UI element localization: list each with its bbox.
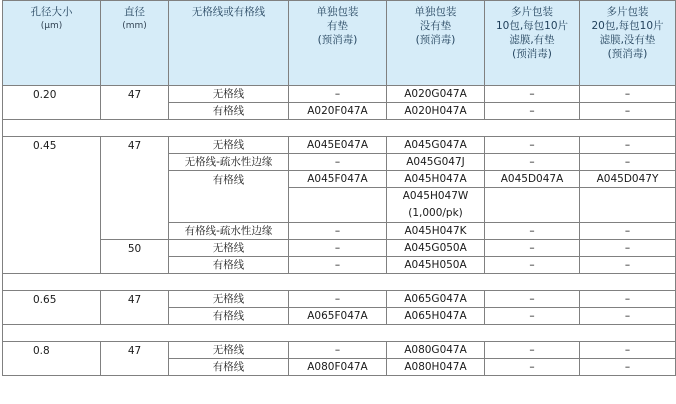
single-nopad-cell: A065H047A [387,308,485,325]
multi-pad-cell: – [485,257,580,274]
multi-nopad-cell: – [580,291,676,308]
diameter-cell: 47 [101,342,169,376]
multi-nopad-cell: A045D047Y [580,171,676,188]
header-line: 单独包装 [316,6,359,18]
single-pad-cell: A045F047A [289,171,387,188]
header-multi-nopad [580,1,676,86]
table-row [3,240,676,257]
single-pad-cell: A020F047A [289,103,387,120]
header-grid [169,1,289,86]
header-single-nopad [387,1,485,86]
single-nopad-cell: A045H047K [387,223,485,240]
grid-cell: 有格线-疏水性边缘 [169,223,289,240]
table-row [3,86,676,103]
single-pad-cell: A045E047A [289,137,387,154]
header-line: 滤膜,有垫 [509,34,555,46]
pack-size-note: (1,000/pk) [408,207,463,219]
grid-cell: 有格线 [169,171,289,223]
table-row [3,342,676,359]
single-nopad-cell: A045G047A [387,137,485,154]
multi-nopad-cell: – [580,240,676,257]
header-line: 多片包装 [606,6,649,18]
multi-nopad-cell: – [580,223,676,240]
multi-nopad-cell: – [580,86,676,103]
multi-nopad-cell: – [580,308,676,325]
multi-pad-cell: – [485,359,580,376]
grid-cell: 无格线 [169,291,289,308]
grid-cell: 无格线 [169,137,289,154]
pore-size-cell: 0.20 [3,86,101,120]
spacer-row [3,325,676,342]
grid-cell: 无格线 [169,86,289,103]
filter-product-table [2,0,676,376]
multi-pad-cell: – [485,103,580,120]
single-pad-cell: – [289,154,387,171]
header-diameter-label: 直径 [124,6,145,18]
pore-size-cell: 0.45 [3,137,101,274]
multi-pad-cell: – [485,240,580,257]
header-line: (预消毒) [512,48,552,60]
multi-nopad-cell: – [580,342,676,359]
multi-pad-cell: – [485,137,580,154]
header-line: (预消毒) [607,48,648,60]
multi-nopad-cell: – [580,103,676,120]
header-diameter [101,1,169,86]
single-pad-cell: A065F047A [289,308,387,325]
multi-pad-cell: – [485,86,580,103]
single-nopad-cell: A020H047A [387,103,485,120]
header-row [3,1,676,86]
multi-pad-cell: – [485,154,580,171]
multi-pad-cell: A045D047A [485,171,580,188]
single-pad-cell: – [289,291,387,308]
single-nopad-cell [387,188,485,223]
spacer-row [3,274,676,291]
single-pad-cell [289,188,387,223]
grid-cell: 无格线 [169,342,289,359]
product-code: A045H047W [402,190,469,202]
multi-pad-cell: – [485,342,580,359]
spacer-cell [3,120,676,137]
header-single-pad [289,1,387,86]
grid-cell: 有格线 [169,257,289,274]
single-nopad-cell: A045H050A [387,257,485,274]
single-pad-cell: A080F047A [289,359,387,376]
diameter-cell: 50 [101,240,169,274]
single-nopad-cell: A045G050A [387,240,485,257]
spacer-cell [3,325,676,342]
multi-nopad-cell [580,188,676,223]
multi-nopad-cell: – [580,137,676,154]
header-line: 滤膜,没有垫 [599,34,656,46]
diameter-cell: 47 [101,137,169,240]
spacer-cell [3,274,676,291]
header-pore-unit: (µm) [40,21,63,31]
multi-nopad-cell: – [580,359,676,376]
table-row [3,291,676,308]
header-pore-size [3,1,101,86]
header-multi-pad [485,1,580,86]
single-pad-cell: – [289,257,387,274]
grid-cell: 有格线 [169,308,289,325]
grid-cell: 有格线 [169,359,289,376]
multi-nopad-cell: – [580,257,676,274]
spacer-row [3,120,676,137]
header-line: 10包,每包10片 [495,20,569,32]
header-line: 有垫 [327,20,348,32]
single-nopad-cell: A045G047J [387,154,485,171]
multi-pad-cell [485,188,580,223]
pore-size-cell: 0.65 [3,291,101,325]
header-pore-size-label: 孔径大小 [30,6,73,18]
single-nopad-cell: A020G047A [387,86,485,103]
header-grid-label: 无格线或有格线 [191,6,266,18]
diameter-cell: 47 [101,291,169,325]
single-pad-cell: – [289,240,387,257]
table-row [3,137,676,154]
grid-cell: 无格线 [169,240,289,257]
header-diameter-unit: (mm) [122,21,147,31]
single-pad-cell: – [289,86,387,103]
single-nopad-cell: A065G047A [387,291,485,308]
single-nopad-cell: A045H047A [387,171,485,188]
header-line: (预消毒) [415,34,456,46]
grid-cell: 无格线-疏水性边缘 [169,154,289,171]
single-nopad-cell: A080H047A [387,359,485,376]
header-line: 单独包装 [414,6,457,18]
diameter-cell: 47 [101,86,169,120]
header-line: 没有垫 [419,20,452,32]
header-line: 20包,每包10片 [591,20,664,32]
header-line: (预消毒) [317,34,358,46]
multi-pad-cell: – [485,291,580,308]
single-nopad-cell: A080G047A [387,342,485,359]
multi-pad-cell: – [485,223,580,240]
multi-nopad-cell: – [580,154,676,171]
single-pad-cell: – [289,223,387,240]
header-line: 多片包装 [511,6,553,18]
single-pad-cell: – [289,342,387,359]
pore-size-cell: 0.8 [3,342,101,376]
grid-cell: 有格线 [169,103,289,120]
multi-pad-cell: – [485,308,580,325]
